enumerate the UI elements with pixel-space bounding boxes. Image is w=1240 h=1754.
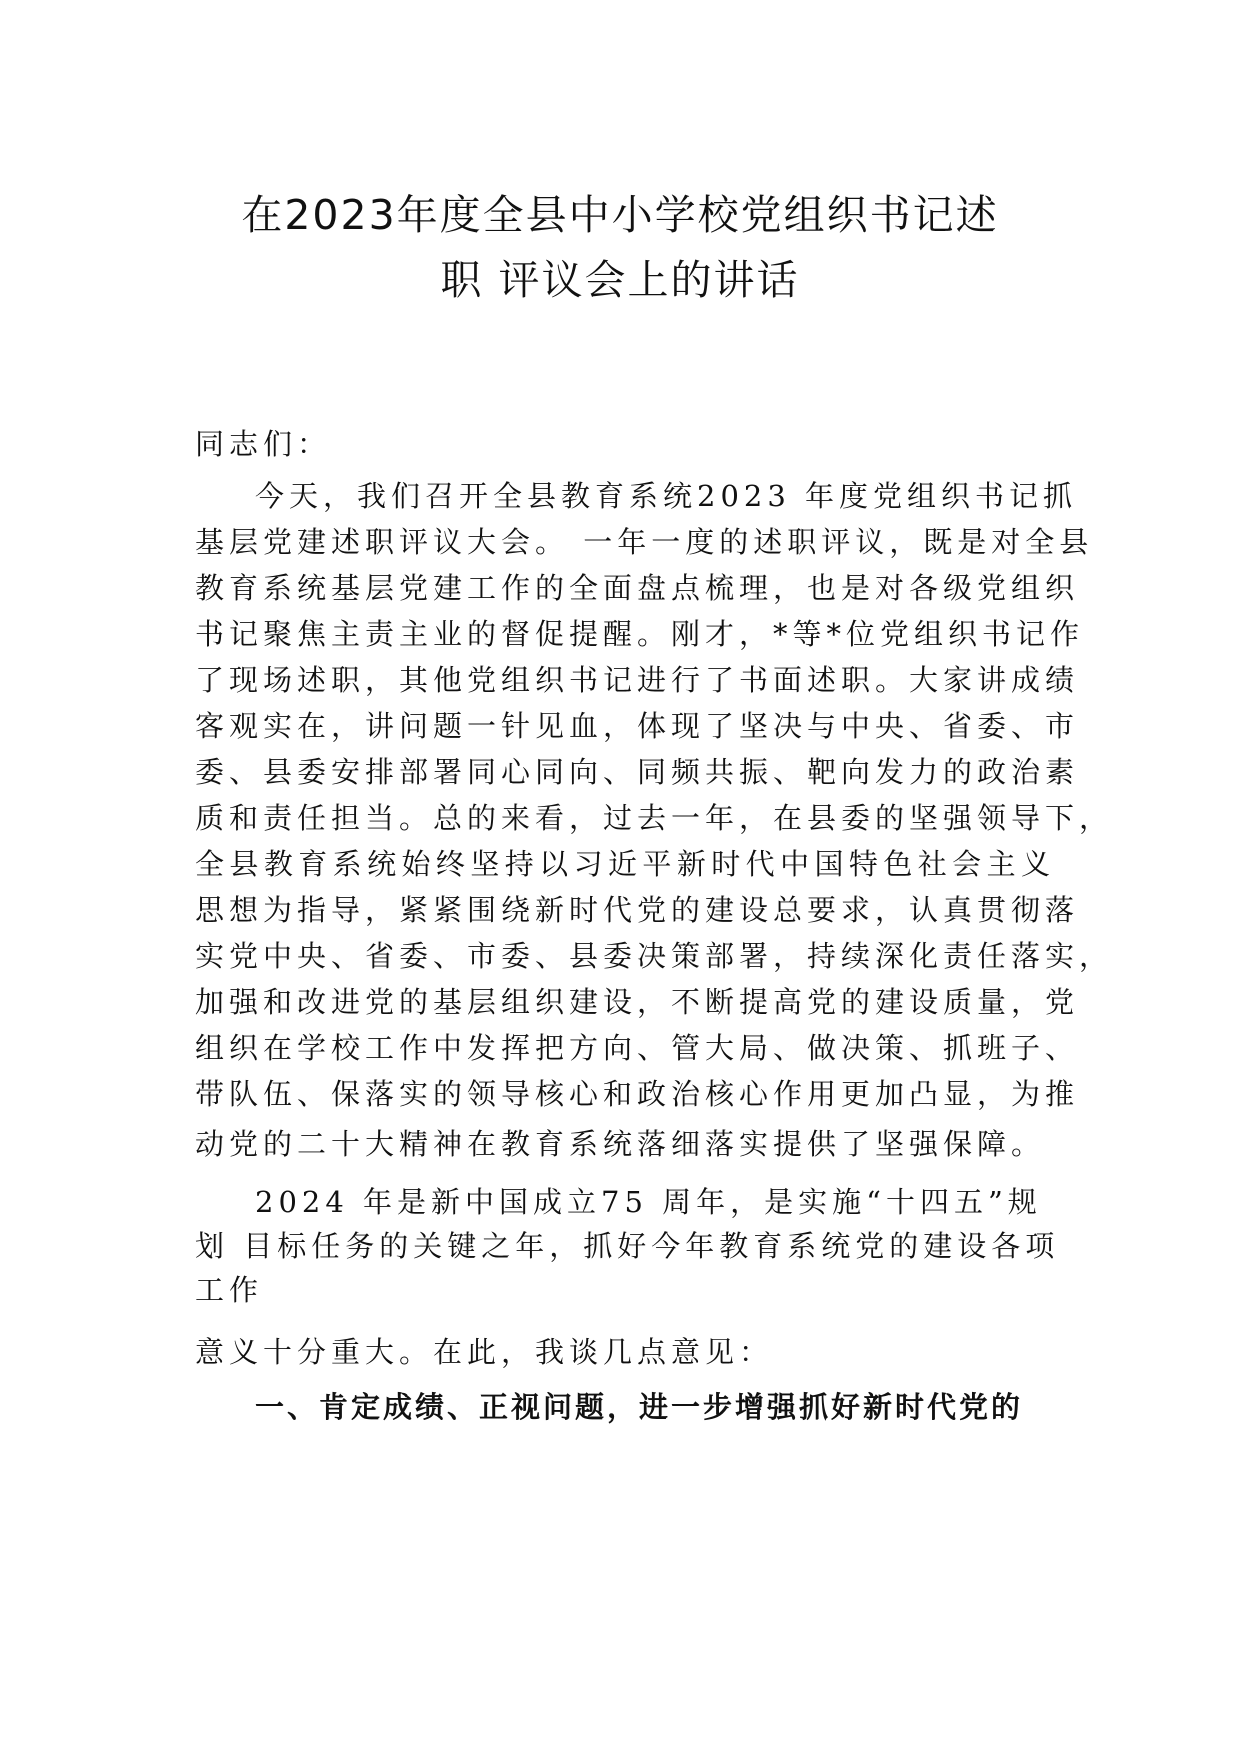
salutation: 同志们： xyxy=(195,427,332,461)
paragraph-1-line: 书记聚焦主责主业的督促提醒。刚才，*等*位党组织书记作 xyxy=(195,617,1085,651)
paragraph-1-line: 思想为指导，紧紧围绕新时代党的建设总要求，认真贯彻落 xyxy=(195,893,1080,927)
paragraph-1-line: 全县教育系统始终坚持以习近平新时代中国特色社会主义 xyxy=(195,847,1055,881)
paragraph-2-line: 2024 年是新中国成立75 周年，是实施“十四五”规 xyxy=(255,1185,1042,1219)
paragraph-1-line: 委、县委安排部署同心同向、同频共振、靶向发力的政治素 xyxy=(195,755,1080,789)
paragraph-1-line: 质和责任担当。总的来看，过去一年，在县委的坚强领导下， xyxy=(195,801,1114,835)
paragraph-1-line: 动党的二十大精神在教育系统落细落实提供了坚强保障。 xyxy=(195,1127,1046,1161)
paragraph-1-line: 实党中央、省委、市委、县委决策部署，持续深化责任落实， xyxy=(195,939,1114,973)
paragraph-1-line: 带队伍、保落实的领导核心和政治核心作用更加凸显，为推 xyxy=(195,1077,1080,1111)
paragraph-1-line: 加强和改进党的基层组织建设，不断提高党的建设质量，党 xyxy=(195,985,1080,1019)
paragraph-2-line: 划 目标任务的关键之年，抓好今年教育系统党的建设各项 xyxy=(195,1229,1060,1263)
document-title-line-1: 在2023年度全县中小学校党组织书记述 xyxy=(241,191,999,239)
paragraph-1-line: 基层党建述职评议大会。 一年一度的述职评议，既是对全县 xyxy=(195,525,1094,559)
paragraph-2-line: 意义十分重大。在此，我谈几点意见： xyxy=(195,1335,774,1369)
paragraph-2-line: 工作 xyxy=(195,1273,264,1307)
paragraph-1-line: 今天，我们召开全县教育系统2023 年度党组织书记抓 xyxy=(255,479,1078,513)
document-title-line-2: 职 评议会上的讲话 xyxy=(440,256,800,304)
paragraph-1-line: 组织在学校工作中发挥把方向、管大局、做决策、抓班子、 xyxy=(195,1031,1080,1065)
paragraph-1-line: 教育系统基层党建工作的全面盘点梳理，也是对各级党组织 xyxy=(195,571,1080,605)
paragraph-1-line: 客观实在，讲问题一针见血，体现了坚决与中央、省委、市 xyxy=(195,709,1080,743)
paragraph-1-line: 了现场述职，其他党组织书记进行了书面述职。大家讲成绩 xyxy=(195,663,1080,697)
section-heading-1: 一、肯定成绩、正视问题，进一步增强抓好新时代党的 xyxy=(255,1390,1024,1424)
